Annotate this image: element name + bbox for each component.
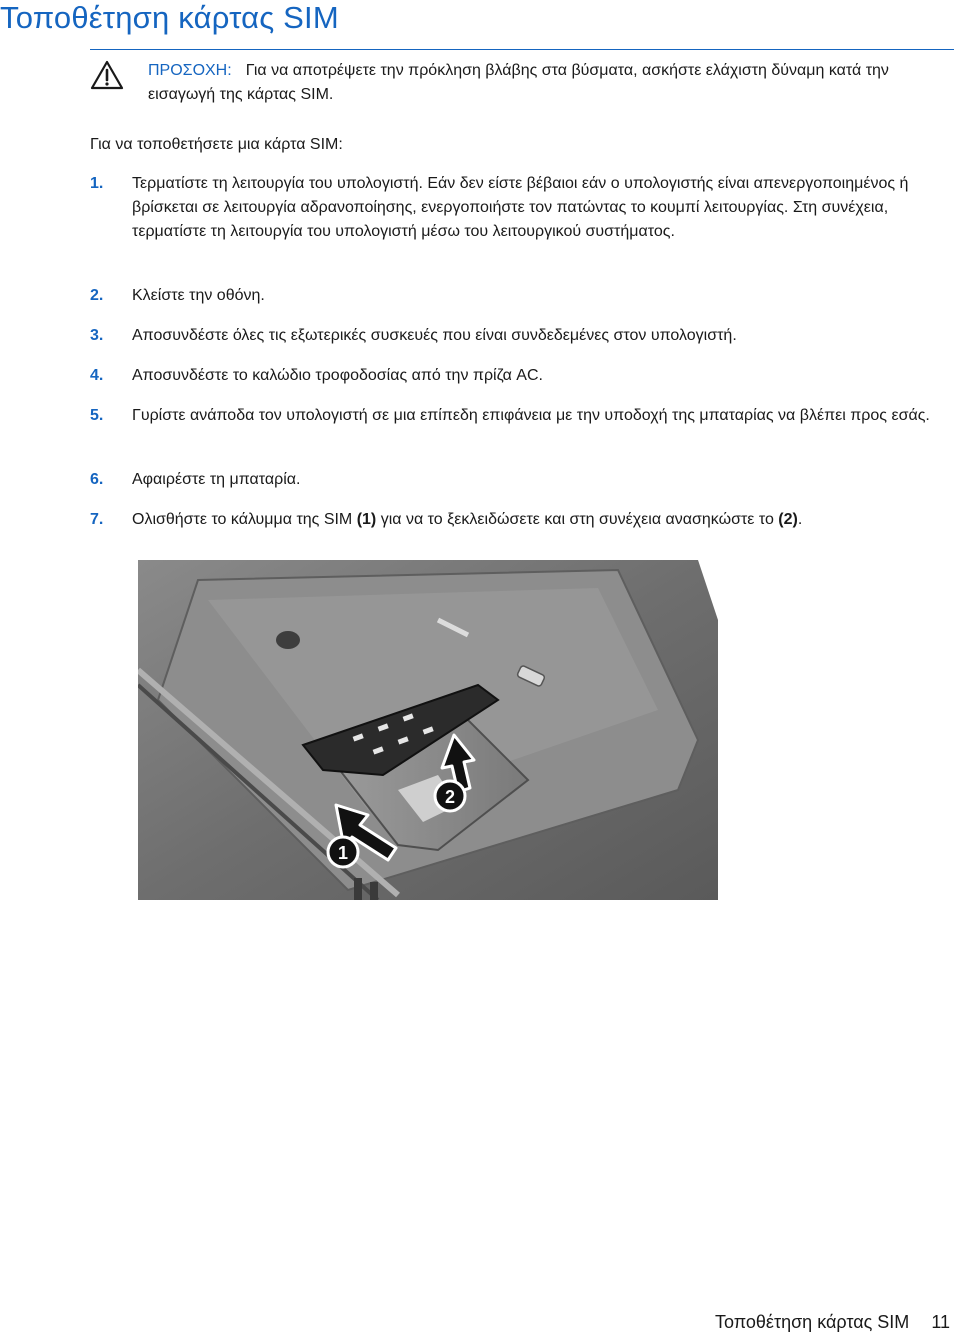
step-text: Αποσυνδέστε όλες τις εξωτερικές συσκευές που είναι συνδεδεμένες στον υπολογιστή. xyxy=(132,327,737,344)
intro-text: Για να τοποθετήσετε μια κάρτα SIM: xyxy=(90,136,343,153)
caution-label: ΠΡΟΣΟΧΗ: xyxy=(148,62,232,79)
step-text: Τερματίστε τη λειτουργία του υπολογιστή. Εάν δεν είστε βέβαιοι εάν ο υπολογιστής είναι απενεργοποιημένος ή βρίσκεται σε λειτουργία αδρανοποίησης, ενεργοποιήστε τον πατώντας το κουμπί λειτουργίας. Στη συνέχεια, τερματίστε τη λειτουργία του υπολογιστή μέσω του λειτουργικού συστήματος. xyxy=(132,175,909,240)
step-number: 6. xyxy=(90,471,104,488)
footer-section-title: Τοποθέτηση κάρτας SIM xyxy=(714,1312,910,1332)
step-number: 3. xyxy=(90,327,104,344)
callout-2 xyxy=(435,781,465,811)
callout-1 xyxy=(328,837,358,867)
step-text xyxy=(132,508,954,532)
caution-text xyxy=(148,59,954,107)
step-text: Γυρίστε ανάποδα τον υπολογιστή σε μια επίπεδη επιφάνεια με την υποδοχή της μπαταρίας να βλέπει προς εσάς. xyxy=(132,407,930,424)
page-footer xyxy=(715,1310,950,1334)
step-number: 7. xyxy=(90,511,104,528)
caution-note xyxy=(90,49,954,103)
step-number: 1. xyxy=(90,175,104,192)
callout-ref-2: (2) xyxy=(778,511,798,528)
step-text-part: για να το ξεκλειδώσετε και στη συνέχεια ανασηκώστε το xyxy=(376,511,779,528)
warning-triangle-icon xyxy=(90,60,124,90)
step-text: Αποσυνδέστε το καλώδιο τροφοδοσίας από την πρίζα AC. xyxy=(132,367,543,384)
step-number: 5. xyxy=(90,407,104,424)
step-text: Κλείστε την οθόνη. xyxy=(132,287,265,304)
sim-cover-illustration xyxy=(138,560,718,900)
step-text-part: . xyxy=(797,511,803,528)
page-number: 11 xyxy=(931,1312,950,1332)
caution-body: Για να αποτρέψετε την πρόκληση βλάβης στα βύσματα, ασκήστε ελάχιστη δύναμη κατά την εισαγωγή της κάρτας SIM. xyxy=(148,62,889,103)
callout-ref-1: (1) xyxy=(356,511,377,528)
step-number: 2. xyxy=(90,287,104,304)
step-text: Αφαιρέστε τη μπαταρία. xyxy=(132,471,301,488)
page-title: Τοποθέτηση κάρτας SIM xyxy=(0,0,339,35)
svg-text:2: 2 xyxy=(444,787,456,807)
svg-text:1: 1 xyxy=(337,843,349,863)
step-text-part: Ολισθήστε το κάλυμμα της SIM xyxy=(132,511,357,528)
screw-hole xyxy=(276,631,300,649)
step-number: 4. xyxy=(90,367,104,384)
